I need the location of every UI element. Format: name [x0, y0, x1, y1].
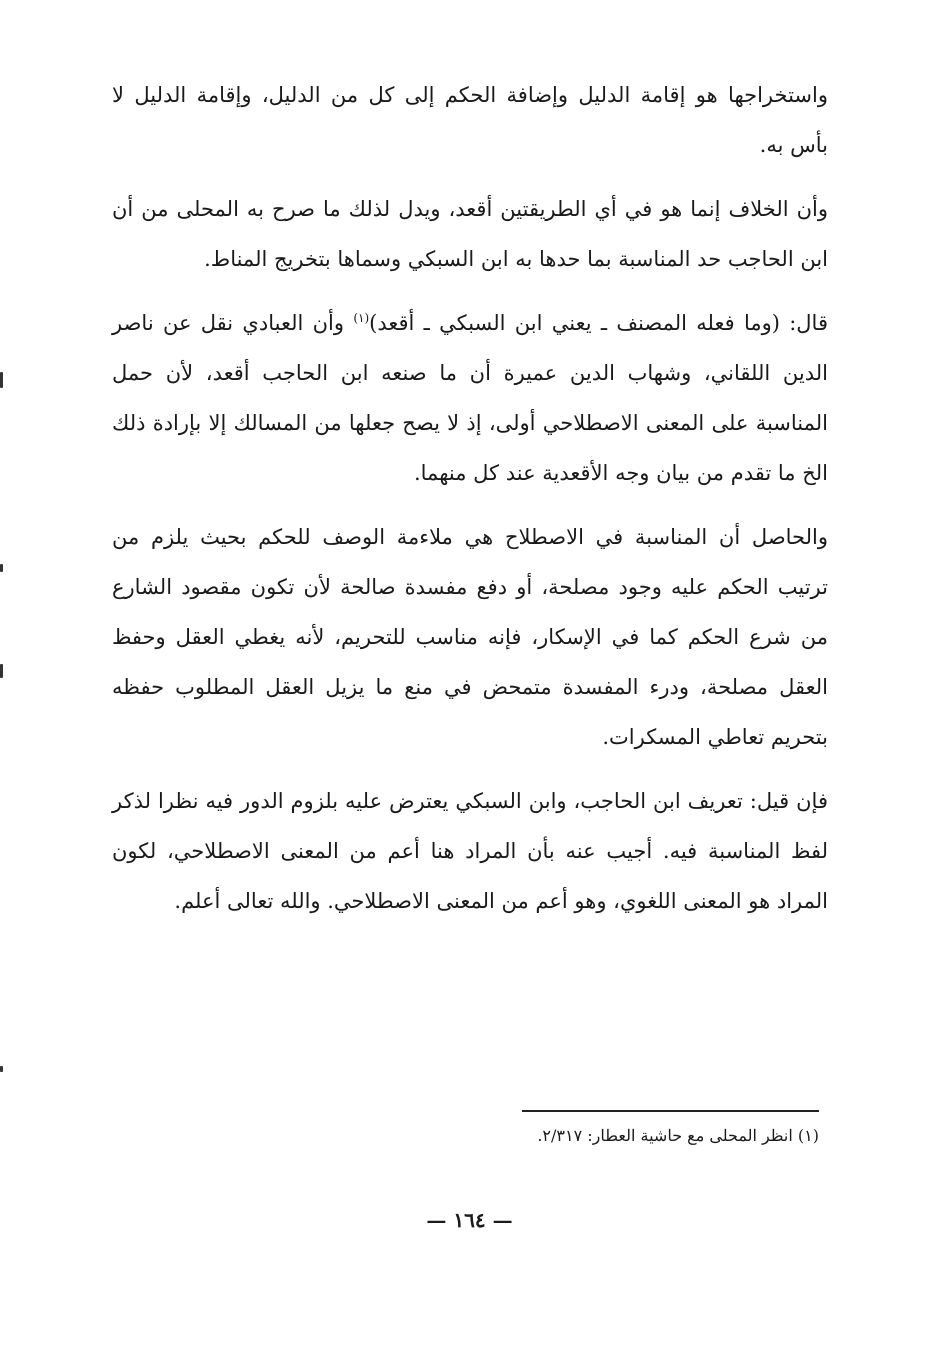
scan-artifact-mark — [0, 372, 3, 388]
paragraph-4: والحاصل أن المناسبة في الاصطلاح هي ملاءمة الوصف للحكم بحيث يلزم من ترتيب الحكم عليه وجود مصلحة، أو دفع مفسدة صالحة لأن تكون مقصود الشارع من شرع الحكم كما في الإسكار، فإنه مناسب للتحريم، لأنه يغطي العقل وحفظ العقل مصلحة، ودرء المفسدة متمحض في منع ما يزيل العقل المطلوب حفظه بتحريم تعاطي المسكرات. — [112, 525, 828, 749]
footnote-reference: (١) — [353, 311, 370, 325]
paragraph-3 — [112, 298, 828, 498]
page-number: — ١٦٤ — — [426, 1208, 513, 1232]
paragraph-3-text-before: قال: (وما فعله المصنف ـ يعني ابن السبكي ـ أقعد) — [369, 311, 828, 335]
footnote: (١) انظر المحلى مع حاشية العطار: ٢/٣١٧. — [537, 1126, 819, 1145]
page-body — [112, 70, 828, 940]
footnote-separator — [522, 1110, 819, 1112]
paragraph-5: فإن قيل: تعريف ابن الحاجب، وابن السبكي يعترض عليه بلزوم الدور فيه نظرا لذكر لفظ المناسبة فيه. أجيب عنه بأن المراد هنا أعم من المعنى الاصطلاحي، لكون المراد هو المعنى اللغوي، وهو أعم من المعنى الاصطلاحي. والله تعالى أعلم. — [112, 789, 828, 913]
paragraph-1: واستخراجها هو إقامة الدليل وإضافة الحكم إلى كل من الدليل، وإقامة الدليل لا بأس به. — [112, 83, 828, 157]
paragraph-2: وأن الخلاف إنما هو في أي الطريقتين أقعد، ويدل لذلك ما صرح به المحلى من أن ابن الحاجب حد المناسبة بما حدها به ابن السبكي وسماها بتخريج المناط. — [112, 197, 828, 271]
scan-artifact-mark — [0, 564, 3, 572]
scan-artifact-mark — [0, 1066, 3, 1072]
paragraph-3-text-after: وأن العبادي نقل عن ناصر الدين اللقاني، وشهاب الدين عميرة أن ما صنعه ابن الحاجب أقعد، لأن حمل المناسبة على المعنى الاصطلاحي أولى، إذ لا يصح جعلها من المسالك إلا بإرادة ذلك الخ ما تقدم من بيان وجه الأقعدية عند كل منهما. — [112, 311, 828, 485]
scan-artifact-mark — [0, 664, 3, 678]
